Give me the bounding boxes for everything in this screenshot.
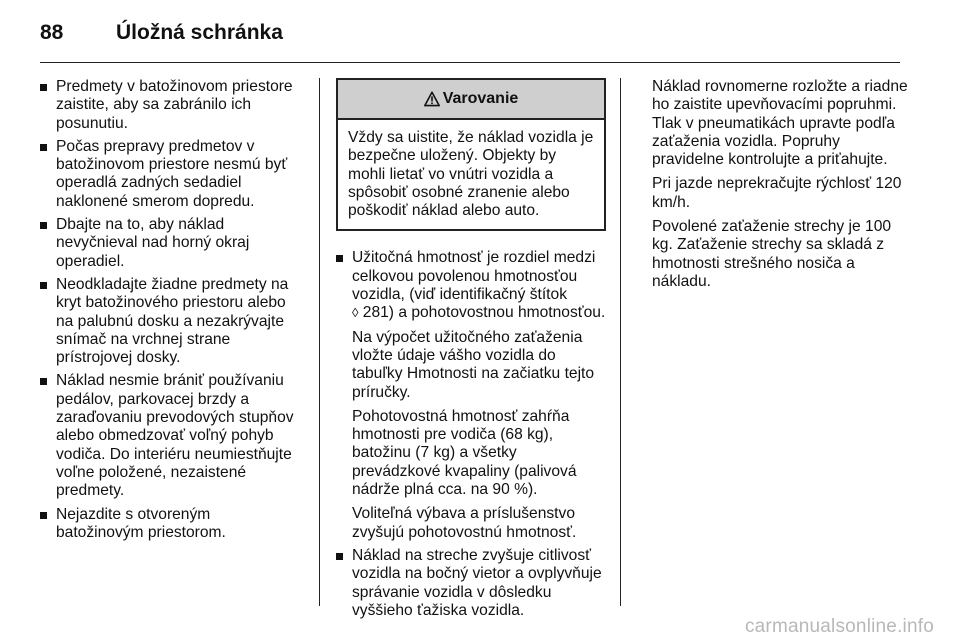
list-item-paragraph: Voliteľná výbava a príslušenstvo zvyšujú pohotovostnú hmotnosť.: [352, 505, 577, 541]
column-1: [40, 78, 302, 547]
list-item-paragraph: Na výpočet užitočného zaťaženia vložte údaje vášho vozidla do tabuľky Hmotnosti na začiatku tejto príručky.: [352, 328, 595, 401]
list-item: Počas prepravy predmetov v batožinovom priestore nesmú byť operadlá zadných sedadiel naklonené smerom dopredu.: [40, 138, 302, 211]
warning-triangle-icon: [424, 91, 440, 107]
warning-text: Vždy sa uistite, že náklad vozidla je bezpečne uložený. Objekty by mohli lietať vo vnútri vozidla a spôsobiť osobné zranenie alebo poškodiť náklad alebo auto.: [348, 129, 594, 220]
list-item: Náklad nesmie brániť používaniu pedálov, parkovacej brzdy a zaraďovaniu prevodových stupňov alebo obmedzovať voľný pohyb vodiča. Do interiéru neumiestňujte voľne položené, nezaistené predmety.: [40, 372, 302, 500]
watermark-link[interactable]: carmanualsonline.info: [744, 616, 934, 637]
warning-title: Varovanie: [442, 89, 519, 107]
header-divider: [40, 62, 900, 63]
list-item-paragraph: [352, 249, 606, 322]
list-item: Nejazdite s otvoreným batožinovým priestorom.: [40, 506, 302, 543]
paragraph: Povolené zaťaženie strechy je 100 kg. Zaťaženie strechy sa skladá z hmotnosti strešného nosiča a nákladu.: [652, 218, 892, 290]
bullet-list: [40, 78, 302, 542]
list-item-paragraph: Pohotovostná hmotnosť zahŕňa hmotnosti pre vodiča (68 kg), batožinu (7 kg) a všetky prevádzkové kvapaliny (palivová nádrže plná cca. na 90 %).: [352, 407, 577, 499]
list-item: Neodkladajte žiadne predmety na kryt batožinového priestoru alebo na palubnú dosku a nezakrývajte snímač na vrchnej strane prístrojovej dosky.: [40, 276, 302, 367]
column-3: [652, 78, 912, 297]
page-reference-arrow-icon: ◊: [352, 305, 359, 321]
bullet-list: [336, 249, 606, 620]
list-item-intro: Užitočná hmotnosť je rozdiel medzi celkovou povolenou hmotnosťou vozidla, (viď identifikačný štítok: [352, 249, 596, 304]
page-title: Úložná schránka: [116, 21, 283, 44]
column-divider-2: [620, 78, 621, 606]
list-item: [336, 249, 606, 541]
page-number: 88: [40, 21, 64, 44]
column-divider-1: [319, 78, 320, 606]
paragraph: Pri jazde neprekračujte rýchlosť 120 km/h.: [652, 175, 902, 211]
warning-header: [338, 80, 604, 120]
warning-box: [336, 78, 606, 231]
page-reference: 281) a pohotovostnou hmotnosťou.: [362, 304, 606, 322]
list-item: Dbajte na to, aby náklad nevyčnieval nad horný okraj operadiel.: [40, 216, 302, 271]
list-item: Predmety v batožinovom priestore zaistite, aby sa zabránilo ich posunutiu.: [40, 78, 302, 133]
column-2: [336, 78, 606, 625]
paragraph: Náklad rovnomerne rozložte a riadne ho zaistite upevňovacími popruhmi. Tlak v pneumatikách upravte podľa zaťaženia vozidla. Popruhy pravidelne kontrolujte a priťahujte.: [652, 78, 908, 169]
list-item: Náklad na streche zvyšuje citlivosť vozidla na bočný vietor a ovplyvňuje správanie vozidla v dôsledku vyššieho ťažiska vozidla.: [336, 547, 606, 620]
page-header: [40, 18, 283, 48]
